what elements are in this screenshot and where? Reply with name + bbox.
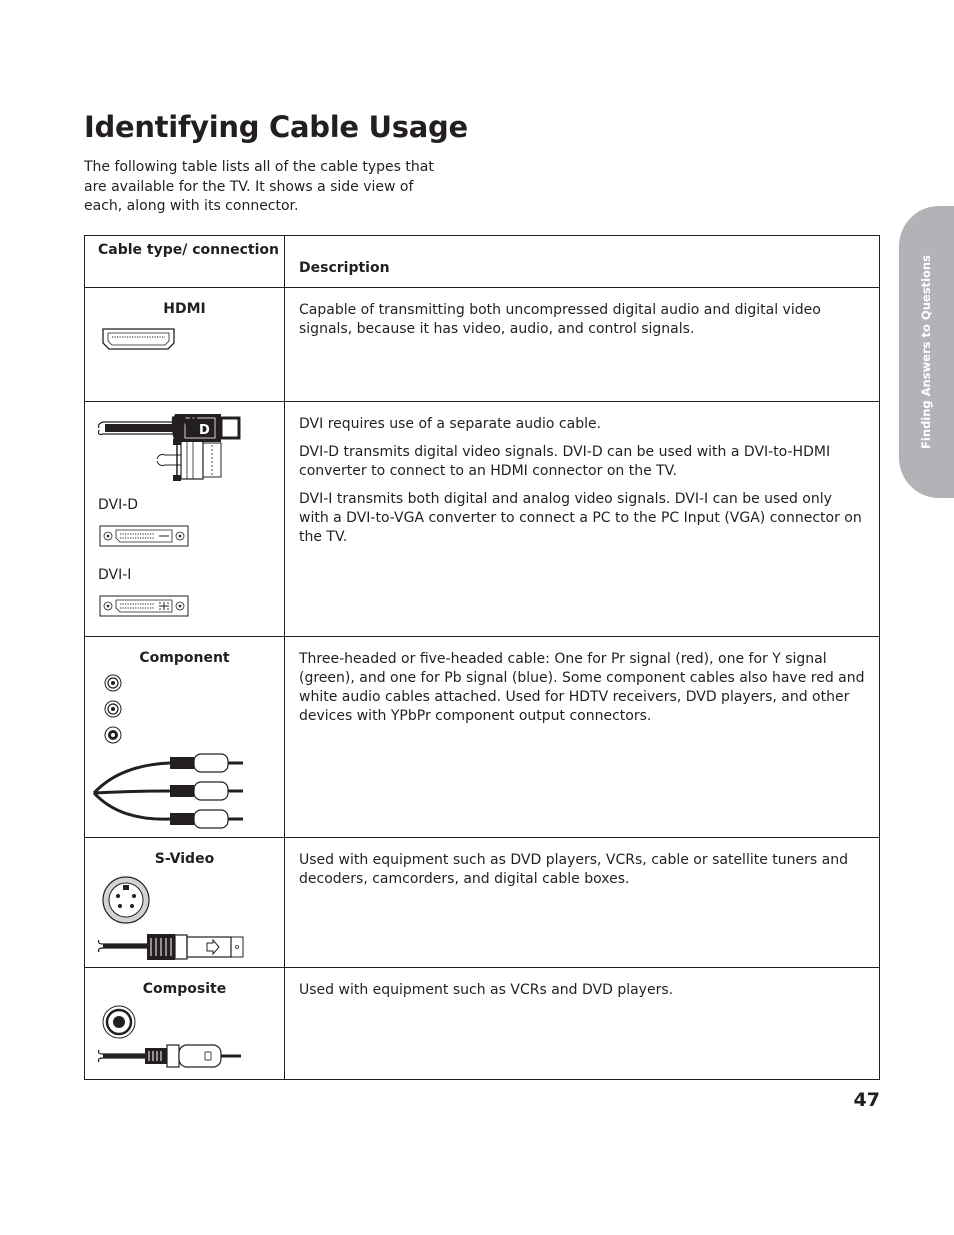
label-dvi-d: DVI-D xyxy=(98,497,139,513)
page-number: 47 xyxy=(853,1089,880,1111)
cable-name-component: Component xyxy=(139,650,230,666)
composite-jack-icon xyxy=(101,1004,137,1040)
label-dvi-i: DVI-I xyxy=(98,567,132,583)
table-row-hdmi xyxy=(85,288,880,402)
cable-cell-s-video xyxy=(85,838,285,968)
table-row-s-video xyxy=(85,838,880,968)
table-row-composite xyxy=(85,968,880,1080)
table-row-component xyxy=(85,637,880,838)
col-header-cable-type: Cable type/ connection xyxy=(85,236,285,288)
cable-name-composite: Composite xyxy=(142,981,227,997)
cable-table xyxy=(84,235,880,1080)
table-row-dvi xyxy=(85,402,880,637)
cable-cell-dvi xyxy=(85,402,285,637)
desc-cell-hdmi xyxy=(285,288,880,402)
table-header-row xyxy=(85,236,880,288)
intro-paragraph: The following table lists all of the cable types that are available for the TV. It shows a side view of each, along with its connector. xyxy=(84,159,434,214)
component-cable-icon xyxy=(90,747,250,831)
cable-name-dvi: DVI xyxy=(170,415,199,431)
page-title: Identifying Cable Usage xyxy=(84,110,468,144)
col-header-description: Description xyxy=(285,236,880,288)
desc-text: Capable of transmitting both uncompressed digital audio and digital video signals, because it has video, audio, and control signals. xyxy=(299,302,821,337)
desc-text: Three-headed or five-headed cable: One for Pr signal (red), one for Y signal (green), and one for Pb signal (blue). Some component cables also have red and white audio cables attached. Used for HDTV receivers, DVD players, and other devices with YPbPr component output connectors. xyxy=(299,651,865,724)
desc-cell-s-video xyxy=(285,838,880,968)
s-video-cable-icon xyxy=(95,930,245,964)
desc-text: Used with equipment such as VCRs and DVD players. xyxy=(299,982,674,998)
dvi-i-connector-icon xyxy=(99,595,191,619)
dvi-cable-icon xyxy=(155,437,235,487)
desc-cell-component xyxy=(285,637,880,838)
cable-name-hdmi: HDMI xyxy=(163,301,206,317)
desc-cell-composite xyxy=(285,968,880,1080)
svg-text:D: D xyxy=(199,423,210,438)
cable-cell-component xyxy=(85,637,285,838)
cable-cell-composite xyxy=(85,968,285,1080)
desc-text: Used with equipment such as DVD players, VCRs, cable or satellite tuners and decoders, camcorders, and digital cable boxes. xyxy=(299,852,848,887)
composite-cable-icon xyxy=(95,1042,245,1072)
component-jacks-icon xyxy=(102,673,124,753)
cable-name-s-video: S-Video xyxy=(154,851,215,867)
desc-text: DVI-D transmits digital video signals. DVI-D can be used with a DVI-to-HDMI converter to connect to an HDMI connector on the TV. xyxy=(299,444,831,479)
desc-text: DVI requires use of a separate audio cable. xyxy=(299,416,602,432)
s-video-jack-icon xyxy=(101,875,151,925)
desc-cell-dvi xyxy=(285,402,880,637)
dvi-d-connector-icon xyxy=(99,525,191,549)
desc-text: DVI-I transmits both digital and analog video signals. DVI-I can be used only with a DVI-to-VGA converter to connect a PC to the PC Input (VGA) connector on the TV. xyxy=(299,491,862,545)
hdmi-connector-icon xyxy=(100,325,180,355)
chapter-side-tab-label: Finding Answers to Questions xyxy=(919,255,933,449)
